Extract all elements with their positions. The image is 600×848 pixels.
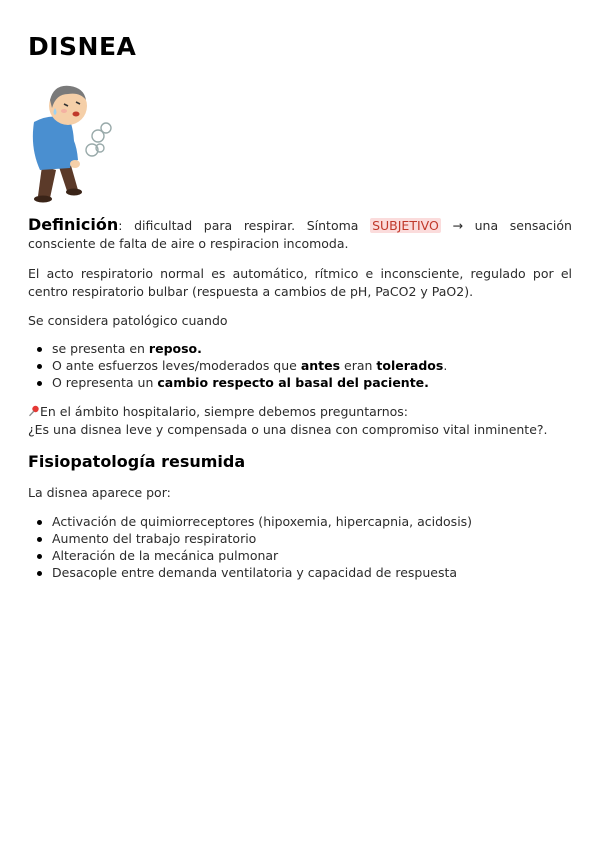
pathologic-list: [28, 340, 447, 391]
list-item: se presenta en reposo.: [28, 340, 447, 357]
list-item: Desacople entre demanda ventilatoria y capacidad de respuesta: [28, 564, 472, 581]
definition-term: Definición: [28, 215, 119, 234]
list-item: Aumento del trabajo respiratorio: [28, 530, 472, 547]
pushpin-icon: [28, 405, 40, 417]
list-item: Activación de quimiorreceptores (hipoxemia, hipercapnia, acidosis): [28, 513, 472, 530]
normal-breathing-paragraph: El acto respiratorio normal es automático, rítmico e inconsciente, regulado por el centro respiratorio bulbar (respuesta a cambios de pH, PaCO2 y PaO2).: [28, 266, 572, 299]
breathless-man-illustration: [24, 78, 116, 204]
page-title: DISNEA: [28, 32, 137, 61]
list-item: Alteración de la mecánica pulmonar: [28, 547, 472, 564]
note-line-2: ¿Es una disnea leve y compensada o una disnea con compromiso vital inminente?.: [28, 422, 548, 437]
note-line-1: En el ámbito hospitalario, siempre debemos preguntarnos:: [40, 404, 409, 419]
list-item: O ante esfuerzos leves/moderados que antes eran tolerados.: [28, 357, 447, 374]
definition-text-after: → una sensación consciente de falta de aire o respiracion incomoda.: [28, 218, 572, 251]
list-item: O representa un cambio respecto al basal del paciente.: [28, 374, 447, 391]
pathophysiology-intro: La disnea aparece por:: [28, 485, 171, 500]
pathophysiology-list: [28, 513, 472, 581]
pathologic-intro: Se considera patológico cuando: [28, 313, 228, 328]
definition-paragraph: [28, 216, 572, 253]
definition-text-before: : dificultad para respirar. Síntoma: [118, 218, 371, 233]
section-title-pathophysiology: Fisiopatología resumida: [28, 452, 246, 471]
hospital-note: [28, 403, 572, 439]
subjective-highlight: SUBJETIVO: [372, 218, 439, 233]
